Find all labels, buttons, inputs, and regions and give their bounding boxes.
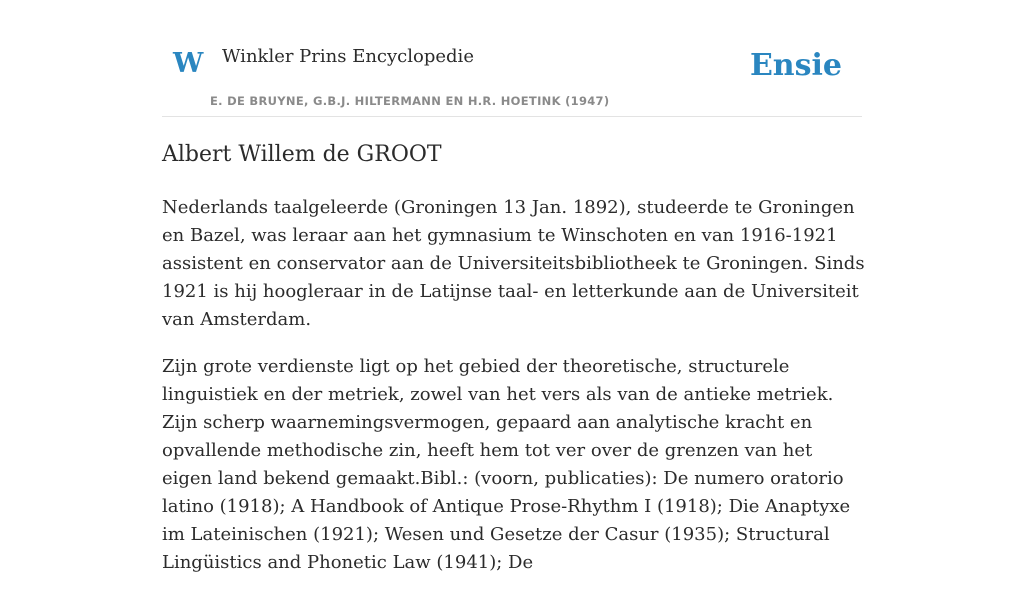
article-paragraph: Zijn grote verdienste ligt op het gebied der theoretische, structurele linguistiek en der metriek, zowel van het vers als van de antieke metriek. Zijn scherp waarnemingsvermogen, gepaard aan analytische kracht en opvallende methodische zin, heeft hem tot ver over de grenzen van het eigen land bekend gemaakt.Bibl.: (voorn, publicaties): De numero oratorio latino (1918); A Handbook of Antique Prose-Rhythm I (1918); Die Anaptyxe im Lateinischen (1921); Wesen und Gesetze der Casur (1935); Structural Lingüistics and Phonetic Law (1941); De bbox=[162, 356, 851, 573]
source-title[interactable]: Winkler Prins Encyclopedie bbox=[222, 46, 474, 67]
article-title: Albert Willem de GROOT bbox=[162, 142, 442, 167]
article bbox=[162, 138, 866, 596]
source-authors: E. DE BRUYNE, G.B.J. HILTERMANN EN H.R. HOETINK (1947) bbox=[210, 94, 610, 108]
article-paragraph: Nederlands taalgeleerde (Groningen 13 Jan. 1892), studeerde te Groningen en Bazel, was leraar aan het gymnasium te Winschoten en van 1916-1921 assistent en conservator aan de Universiteitsbibliotheek te Groningen. Sinds 1921 is hij hoogleraar in de Latijnse taal- en letterkunde aan de Universiteit van Amsterdam. bbox=[162, 197, 865, 330]
source-header bbox=[162, 0, 862, 117]
ensie-brand-logo[interactable]: Ensie bbox=[749, 48, 842, 83]
winkler-prins-logo[interactable]: W bbox=[173, 48, 204, 79]
